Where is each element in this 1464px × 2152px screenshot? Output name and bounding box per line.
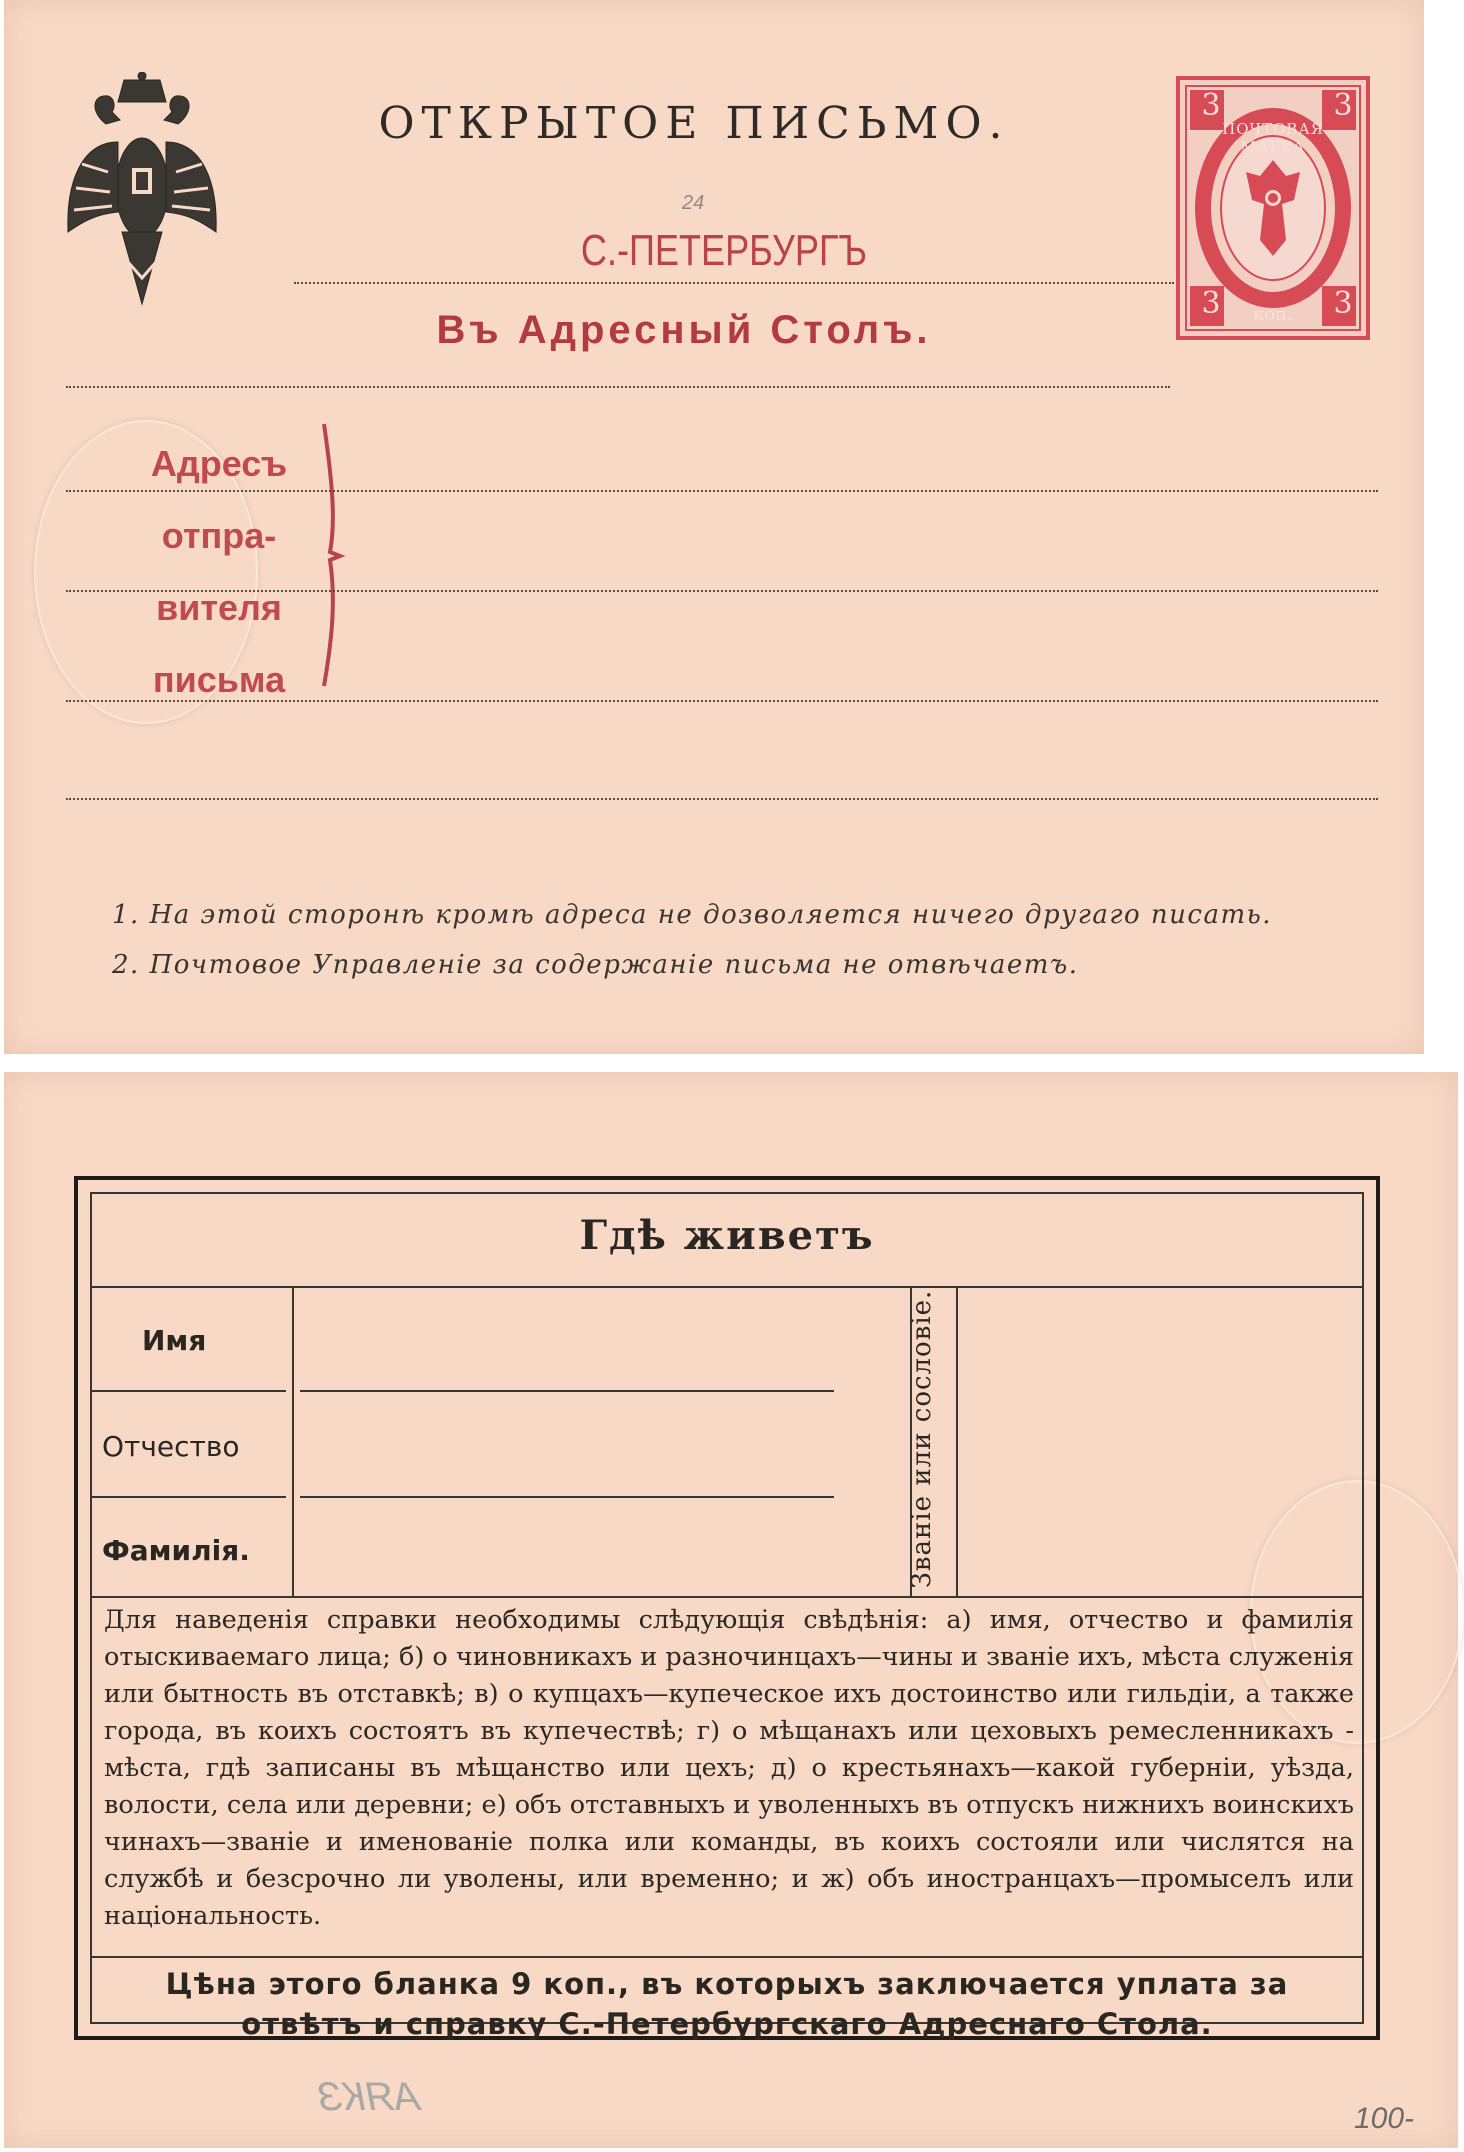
divider <box>92 1390 286 1392</box>
name-entry-line <box>300 1496 834 1498</box>
sender-label-line: Адресъ <box>150 443 288 484</box>
pencil-note: 24 <box>682 192 705 214</box>
form-inner-border <box>90 1192 1364 2041</box>
name-entry-line <box>300 1390 834 1392</box>
form-title: Гдѣ живетъ <box>579 1212 875 1259</box>
address-line <box>66 386 1170 388</box>
price-note <box>104 1964 1350 2044</box>
divider <box>92 1596 1362 1598</box>
handwritten-mark: АЯКЗ <box>318 2075 421 2119</box>
red-bracket <box>314 420 348 690</box>
destination: Въ Адресный Столъ. <box>436 308 932 352</box>
address-line <box>66 490 1378 492</box>
notes <box>112 900 1412 1000</box>
rank-label <box>892 1289 952 1589</box>
sender-label-line: письма <box>152 659 286 700</box>
divider <box>92 1956 1362 1958</box>
sender-label <box>124 428 314 716</box>
stamp-value-top-left: 3 <box>1201 88 1221 123</box>
address-line <box>66 798 1378 800</box>
instructions-text: Для наведенія справки необходимы слѣдующія свѣдѣнія: а) имя, отчество и фамилія отыскиваемаго лица; б) о чиновникахъ и разночинцахъ—чины и званіе ихъ, мѣста служенія или бытность въ отставкѣ; в) о купцахъ—купеческое ихъ достоинство или гильдіи, а также города, въ коихъ состоятъ въ купечествѣ; г) о мѣщанахъ или цеховыхъ ремесленникахъ - мѣста, гдѣ записаны въ мѣщанство или цехъ; д) о крестьянахъ—какой губерніи, уѣзда, волости, села или деревни; е) объ отставныхъ и уволенныхъ въ отпускъ нижнихъ воинскихъ чинахъ—званіе и именованіе полка или команды, въ коихъ состояли или числятся на службѣ и безсрочно ли уволены, или временно; и ж) объ иностранцахъ—промыселъ или національность. <box>104 1605 1354 1931</box>
price-line: отвѣтъ и справку С.-Петербургскаго Адреснаго Стола. <box>241 2007 1213 2041</box>
field-label-patronymic: Отчество <box>102 1430 240 1463</box>
sender-label-line: вителя <box>156 587 282 628</box>
double-headed-eagle-emblem <box>62 72 222 316</box>
sender-label-line: отпра- <box>161 515 277 556</box>
note-line: 2. Почтовое Управленіе за содержаніе письма не отвѣчаетъ. <box>112 950 1079 980</box>
postcard-front <box>4 0 1424 1054</box>
handwritten-price: 100- <box>1354 2102 1415 2135</box>
note-line: 1. На этой сторонѣ кромѣ адреса не дозволяется ничего другаго писать. <box>112 900 1273 930</box>
inquiry-form <box>74 1176 1380 2040</box>
postage-stamp <box>1176 76 1370 340</box>
stamp-text: ПОЧТОВАЯ МАРКА <box>1222 120 1324 156</box>
city-name: С.-ПЕТЕРБУРГЪ <box>580 226 868 275</box>
stamp-value-top-right: 3 <box>1333 88 1353 123</box>
divider <box>956 1286 958 1596</box>
rank-label-text: Званіе или сословіе. <box>907 1289 937 1589</box>
stamp-value-bottom-right: 3 <box>1333 286 1353 321</box>
divider <box>292 1286 294 1596</box>
stamp-value-bottom-left: 3 <box>1201 286 1221 321</box>
divider <box>92 1496 286 1498</box>
address-line <box>66 700 1378 702</box>
price-line: Цѣна этого бланка 9 коп., въ которыхъ заключается уплата за <box>165 1967 1289 2001</box>
field-label-surname: Фамилія. <box>102 1534 250 1567</box>
address-line <box>294 282 1174 284</box>
stamp-denomination: коп. <box>1253 304 1293 325</box>
card-title: ОТКРЫТОЕ ПИСЬМО. <box>378 98 1010 149</box>
field-label-first-name: Имя <box>142 1324 207 1357</box>
divider <box>92 1286 1362 1288</box>
address-line <box>66 590 1378 592</box>
